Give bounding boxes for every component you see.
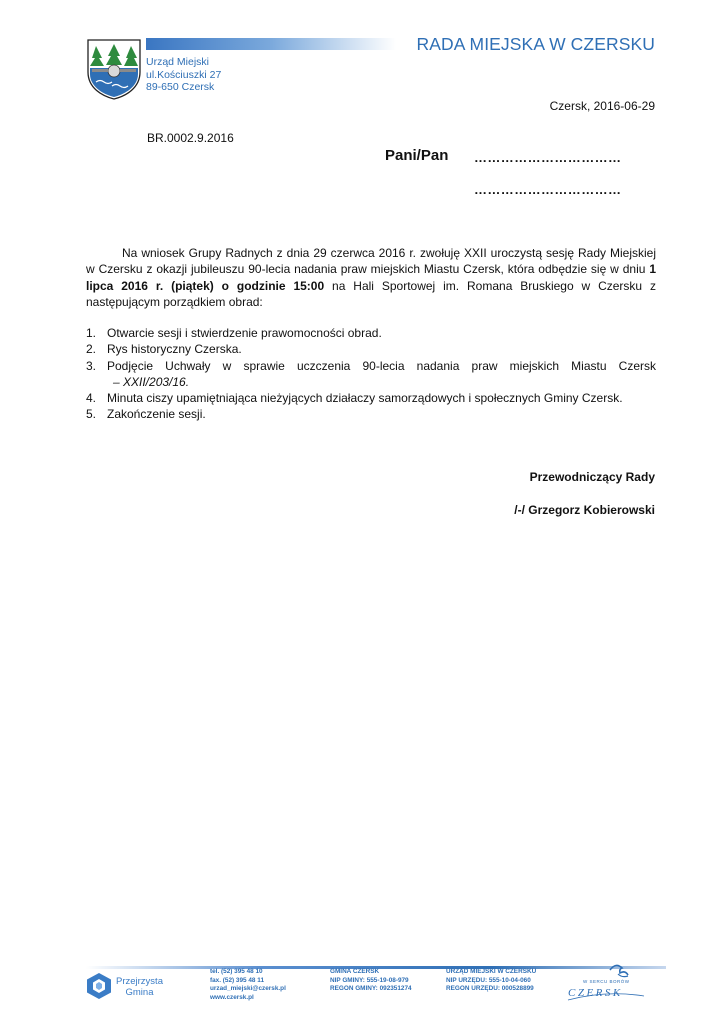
town-crest-logo — [86, 38, 142, 100]
brand-tagline: W SERCU BORÓW — [583, 979, 630, 984]
transparency-label — [116, 976, 163, 998]
footer-fax: fax. (52) 395 48 11 — [210, 976, 265, 984]
signature-name: /-/ Grzegorz Kobierowski — [514, 503, 655, 517]
salutation: Pani/Pan — [385, 147, 449, 164]
agenda-item-number: 4. — [86, 391, 97, 406]
footer-contact — [210, 968, 286, 1002]
office-name: Urząd Miejski — [146, 56, 210, 68]
gmina-nip: NIP GMINY: 555-19-08-979 — [330, 976, 409, 984]
resolution-number: – XXII/203/16. — [113, 374, 190, 389]
recipient-line-1: …………………………… — [474, 150, 622, 165]
agenda-item — [86, 325, 656, 341]
footer-phone: tel. (52) 395 48 10 — [210, 968, 263, 975]
office-street: ul.Kościuszki 27 — [146, 68, 222, 81]
urzad-nip: NIP URZĘDU: 555-10-04-060 — [446, 976, 531, 984]
place-date: Czersk, 2016-06-29 — [549, 99, 655, 113]
agenda-item-number: 3. — [86, 358, 97, 373]
recipient-line-2: …………………………… — [474, 182, 622, 197]
agenda-item-text: Minuta ciszy upamiętniająca nieżyjących działaczy samorządowych i społecznych Gminy Czersk. — [107, 391, 623, 406]
agenda-list — [86, 325, 656, 423]
urzad-regon: REGON URZĘDU: 000528899 — [446, 985, 534, 993]
urzad-name: URZĄD MIEJSKI W CZERSKU — [446, 968, 537, 975]
agenda-item-text: Otwarcie sesji i stwierdzenie prawomocności obrad. — [107, 326, 382, 340]
intro-text-2: na Hali Sportowej im. Romana Bruskiego w Czersku z następującym porządkiem obrad: — [86, 278, 656, 309]
signature-title: Przewodniczący Rady — [529, 470, 655, 484]
footer-website[interactable]: www.czersk.pl — [210, 993, 254, 1001]
agenda-item-text: Podjęcie Uchwały w sprawie uczczenia 90-lecia nadania praw miejskich Miastu Czersk — [107, 358, 656, 373]
office-address — [146, 56, 221, 94]
agenda-item — [86, 406, 656, 422]
session-date: 1 lipca 2016 r. (piątek) o godzinie 15:00 — [86, 262, 656, 293]
agenda-item — [86, 358, 656, 391]
gmina-name: GMINA CZERSK — [330, 968, 380, 975]
intro-text-1: Na wniosek Grupy Radnych z dnia 29 czerwca 2016 r. zwołuję XXII uroczystą sesję Rady Miejskiej w Czersku z okazji jubileuszu 90-lecia nadania praw miejskich Miastu Czersk, która odbędzie się w dniu — [86, 246, 656, 277]
agenda-item-number: 1. — [86, 326, 97, 340]
transparency-label-line1: Przejrzysta — [116, 976, 163, 987]
agenda-item-number: 5. — [86, 407, 97, 422]
reference-number: BR.0002.9.2016 — [147, 131, 234, 145]
header-gradient-bar — [146, 38, 396, 50]
footer-email[interactable]: urzad_miejski@czersk.pl — [210, 985, 286, 993]
brand-wordmark: CZERSK — [568, 987, 623, 999]
transparency-cube-icon — [86, 972, 112, 1000]
intro-paragraph — [86, 245, 656, 310]
agenda-item — [86, 341, 656, 357]
agenda-item-text: Rys historyczny Czerska. — [107, 342, 242, 357]
agenda-item — [86, 390, 656, 406]
gmina-regon: REGON GMINY: 092351274 — [330, 985, 412, 993]
office-postcode: 89-650 Czersk — [146, 81, 215, 93]
agenda-item-number: 2. — [86, 342, 97, 357]
footer-gmina — [330, 968, 412, 994]
footer-urzad — [446, 968, 536, 994]
council-title: RADA MIEJSKA W CZERSKU — [416, 34, 655, 54]
transparency-label-line2: Gmina — [125, 987, 154, 998]
agenda-item-text: Zakończenie sesji. — [107, 407, 206, 422]
